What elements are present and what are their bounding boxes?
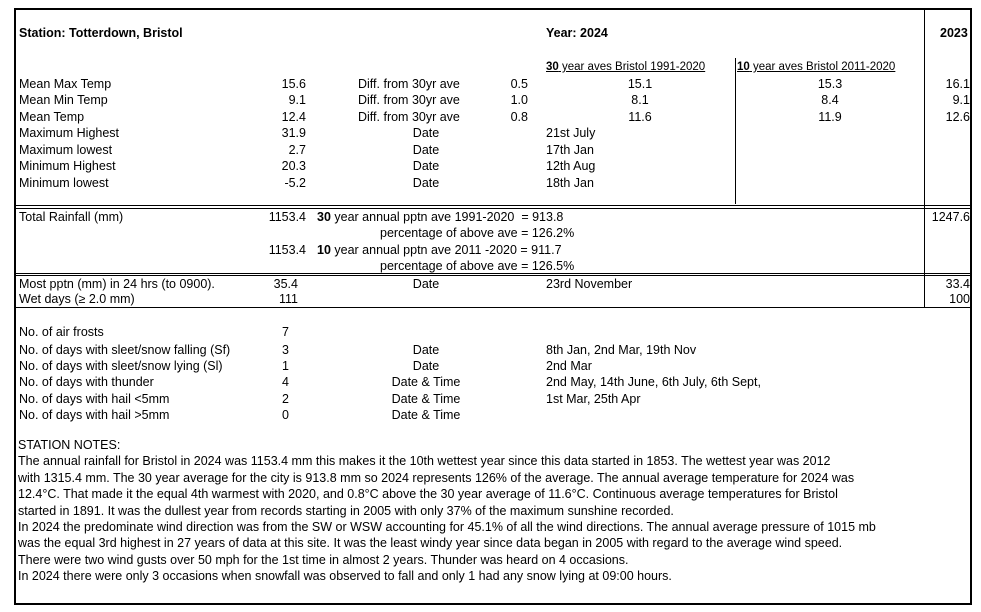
- temp-diff: 1.0: [510, 93, 528, 107]
- temp-ave30: 8.1: [631, 93, 649, 107]
- extreme-value: 2.7: [288, 143, 306, 157]
- extreme-date: 12th Aug: [546, 159, 596, 173]
- temp-label: Mean Max Temp: [19, 77, 112, 91]
- pptn-label: Most pptn (mm) in 24 hrs (to 0900).: [19, 277, 215, 291]
- temp-ave10: 11.9: [818, 110, 842, 124]
- temp-diff-label: Diff. from 30yr ave: [358, 77, 460, 91]
- temp-value: 9.1: [288, 93, 306, 107]
- count-date-label: Date: [412, 343, 440, 357]
- extreme-label: Minimum Highest: [19, 159, 116, 173]
- temp-label: Mean Temp: [19, 110, 85, 124]
- count-dates: 2nd May, 14th June, 6th July, 6th Sept,: [546, 375, 761, 389]
- station-title: Station: Totterdown, Bristol: [19, 26, 183, 40]
- temp-value: 15.6: [281, 77, 306, 91]
- count-value: 3: [282, 343, 289, 357]
- extreme-date-label: Date: [412, 126, 440, 140]
- temp-ave30: 11.6: [628, 110, 652, 124]
- extreme-date: 18th Jan: [546, 176, 594, 190]
- rain-value-2: 1153.4: [268, 243, 306, 257]
- pptn-value: 35.4: [273, 277, 298, 291]
- count-value: 2: [282, 392, 289, 406]
- temp-ave10: 8.4: [821, 93, 839, 107]
- count-label: No. of air frosts: [19, 325, 104, 339]
- divider-pptn-bottom: [14, 307, 972, 308]
- notes-line: was the equal 3rd highest in 27 years of data at this site. It was the least windy year since data began in 2005 with regard to the average wind speed.: [18, 536, 843, 551]
- extreme-value: 31.9: [281, 126, 306, 140]
- rain-ave30-line: [317, 209, 563, 225]
- count-value: 0: [282, 408, 289, 422]
- temp-prev: 9.1: [952, 93, 970, 107]
- notes-line: In 2024 there were only 3 occasions when snowfall was observed to fall and only 1 had any snow lying at 09:00 hours.: [18, 569, 672, 584]
- extreme-value: 20.3: [281, 159, 306, 173]
- rain-pct-2: percentage of above ave = 126.5%: [380, 259, 575, 273]
- ave-30-heading: 30 year aves Bristol 1991-2020: [546, 61, 706, 73]
- count-date-label: Date: [412, 359, 440, 373]
- rain-label: Total Rainfall (mm): [19, 210, 124, 224]
- count-label: No. of days with sleet/snow falling (Sf): [19, 343, 231, 357]
- extreme-label: Maximum Highest: [19, 126, 120, 140]
- count-label: No. of days with hail >5mm: [19, 408, 170, 422]
- extreme-value: -5.2: [284, 176, 306, 190]
- count-label: No. of days with hail <5mm: [19, 392, 170, 406]
- temp-label: Mean Min Temp: [19, 93, 108, 107]
- rain-ave30-prefix: 30: [317, 210, 331, 224]
- wet-days-prev: 100: [949, 292, 970, 306]
- extreme-label: Maximum lowest: [19, 143, 113, 157]
- rain-prev: 1247.6: [931, 210, 970, 224]
- extreme-date-label: Date: [412, 159, 440, 173]
- temp-diff-label: Diff. from 30yr ave: [358, 93, 460, 107]
- rain-ave10-line: [317, 242, 562, 258]
- notes-line: with 1315.4 mm. The 30 year average for the city is 913.8 mm so 2024 represents 126% of the average. The annual average temperature for 2024 was: [18, 470, 855, 485]
- rain-value-1: 1153.4: [268, 210, 306, 224]
- rain-ave10-prefix: 10: [317, 243, 331, 257]
- count-value: 1: [282, 359, 289, 373]
- pptn-prev: 33.4: [945, 277, 970, 291]
- extreme-date-label: Date: [412, 143, 440, 157]
- ave-10-heading: 10 year aves Bristol 2011-2020: [737, 61, 896, 73]
- extreme-date: 17th Jan: [546, 143, 594, 157]
- rain-ave10-text: year annual pptn ave 2011 -2020 = 911.7: [330, 243, 562, 257]
- count-date-label: Date & Time: [391, 375, 461, 389]
- prev-year-title: 2023: [940, 26, 968, 40]
- pptn-date: 23rd November: [546, 277, 633, 291]
- extreme-label: Minimum lowest: [19, 176, 109, 190]
- count-label: No. of days with thunder: [19, 375, 154, 389]
- temp-prev: 16.1: [945, 77, 970, 91]
- rain-ave30-text: year annual pptn ave 1991-2020 = 913.8: [330, 210, 564, 224]
- notes-title: STATION NOTES:: [18, 438, 121, 452]
- divider-right-column: [924, 8, 925, 308]
- ave-10-heading-text: year aves Bristol 2011-2020: [749, 61, 896, 73]
- notes-line: started in 1891. It was the dullest year from records starting in 2005 with only 37% of the maximum sunshine recorded.: [18, 503, 674, 518]
- year-title: Year: 2024: [546, 26, 608, 40]
- temp-value: 12.4: [281, 110, 306, 124]
- extreme-date-label: Date: [412, 176, 440, 190]
- station-notes: [18, 437, 963, 585]
- pptn-date-label: Date: [412, 277, 440, 291]
- count-dates: 8th Jan, 2nd Mar, 19th Nov: [546, 343, 697, 357]
- count-date-label: Date & Time: [391, 392, 461, 406]
- count-date-label: Date & Time: [391, 408, 461, 422]
- temp-diff: 0.5: [510, 77, 528, 91]
- temp-prev: 12.6: [945, 110, 970, 124]
- temp-diff-label: Diff. from 30yr ave: [358, 110, 460, 124]
- temp-ave30: 15.1: [627, 77, 653, 91]
- notes-line: 12.4°C. That made it the equal 4th warmest with 2020, and 0.8°C above the 30 year average of 11.6°C. Continuous average temperatures for Bristol: [18, 487, 838, 502]
- count-dates: 1st Mar, 25th Apr: [546, 392, 641, 406]
- notes-line: The annual rainfall for Bristol in 2024 was 1153.4 mm this makes it the 10th wettest year since this data started in 1853. The wettest year was 2012: [18, 454, 831, 469]
- temp-ave10: 15.3: [817, 77, 843, 91]
- temp-diff: 0.8: [510, 110, 528, 124]
- count-value: 4: [282, 375, 289, 389]
- wet-days-label: Wet days (≥ 2.0 mm): [19, 292, 135, 306]
- extreme-date: 21st July: [546, 126, 596, 140]
- count-dates: 2nd Mar: [546, 359, 592, 373]
- rain-pct-1: percentage of above ave = 126.2%: [380, 226, 575, 240]
- divider-aves: [735, 58, 736, 204]
- notes-line: In 2024 the predominate wind direction was from the SW or WSW accounting for 45.1% of all the wind directions. The annual average pressure of 1015 mb: [18, 520, 876, 535]
- ave-30-heading-text: year aves Bristol 1991-2020: [558, 61, 706, 73]
- count-value: 7: [282, 325, 289, 339]
- wet-days-value: 111: [278, 292, 298, 306]
- notes-line: There were two wind gusts over 50 mph for the 1st time in almost 2 years. Thunder was heard on 4 occasions.: [18, 552, 629, 567]
- count-label: No. of days with sleet/snow lying (Sl): [19, 359, 223, 373]
- divider-temps: [14, 205, 972, 206]
